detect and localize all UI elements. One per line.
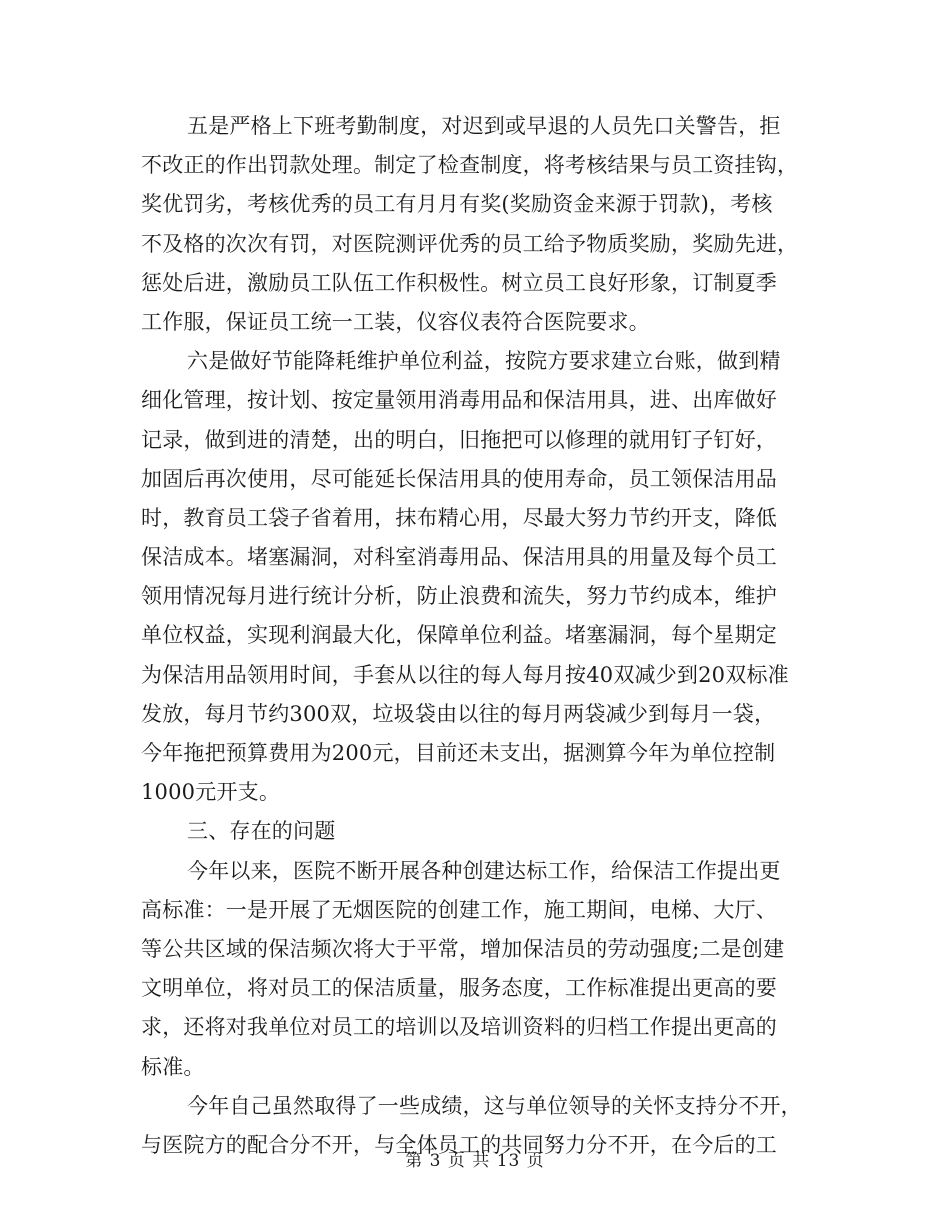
paragraph-line: 为保洁用品领用时间，手套从以往的每人每月按40双减少到20双标准 [141, 662, 789, 687]
paragraph-line: 时，教育员工袋子省着用，抹布精心用，尽最大努力节约开支，降低 [141, 505, 777, 530]
paragraph-line: 六是做好节能降耗维护单位利益，按院方要求建立台账，做到精 [187, 349, 781, 374]
paragraph-line: 不及格的次次有罚，对医院测评优秀的员工给予物质奖励，奖励先进， [141, 231, 799, 256]
paragraph-line: 等公共区域的保洁频次将大于平常，增加保洁员的劳动强度;二是创建 [141, 936, 785, 961]
paragraph-line: 高标准：一是开展了无烟医院的创建工作，施工期间，电梯、大厅、 [141, 897, 777, 922]
paragraph-line: 不改正的作出罚款处理。制定了检查制度，将考核结果与员工资挂钩， [141, 153, 799, 178]
paragraph-line: 单位权益，实现利润最大化，保障单位利益。堵塞漏洞，每个星期定 [141, 623, 777, 648]
paragraph-line: 与医院方的配合分不开，与全体员工的共同努力分不开，在今后的工 [141, 1132, 777, 1157]
paragraph-line: 记录，做到进的清楚，出的明白，旧拖把可以修理的就用钉子钉好， [141, 427, 777, 452]
paragraph-line: 奖优罚劣，考核优秀的员工有月月有奖(奖励资金来源于罚款)，考核 [141, 192, 773, 217]
paragraph-line: 发放，每月节约300双，垃圾袋由以往的每月两袋减少到每月一袋， [141, 701, 776, 726]
section-heading: 三、存在的问题 [187, 819, 336, 844]
paragraph-line: 今年拖把预算费用为200元，目前还未支出，据测算今年为单位控制 [141, 741, 776, 765]
body-text [141, 107, 811, 1165]
paragraph-line: 今年自己虽然取得了一些成绩，这与单位领导的关怀支持分不开， [187, 1093, 802, 1118]
page-number-footer: 第 3 页 共 13 页 [405, 1151, 545, 1171]
paragraph-line: 细化管理，按计划、按定量领用消毒用品和保洁用具，进、出库做好 [141, 388, 777, 413]
paragraph-line: 领用情况每月进行统计分析，防止浪费和流失，努力节约成本，维护 [141, 584, 777, 609]
paragraph-line: 1000元开支。 [141, 780, 281, 805]
paragraph-line: 文明单位，将对员工的保洁质量，服务态度，工作标准提出更高的要 [141, 976, 777, 1001]
paragraph-line: 五是严格上下班考勤制度，对迟到或早退的人员先口关警告，拒 [187, 114, 781, 138]
paragraph-line: 工作服，保证员工统一工装，仪容仪表符合医院要求。 [141, 309, 650, 334]
paragraph-line: 求，还将对我单位对员工的培训以及培训资料的归档工作提出更高的 [141, 1015, 777, 1040]
paragraph-line: 标准。 [141, 1054, 205, 1079]
paragraph-line: 惩处后进，激励员工队伍工作积极性。树立员工良好形象，订制夏季 [141, 270, 777, 295]
paragraph-line: 保洁成本。堵塞漏洞，对科室消毒用品、保洁用具的用量及每个员工 [141, 545, 777, 570]
paragraph-line: 加固后再次使用，尽可能延长保洁用具的使用寿命，员工领保洁用品 [141, 466, 777, 491]
paragraph-line: 今年以来，医院不断开展各种创建达标工作，给保洁工作提出更 [187, 858, 781, 883]
